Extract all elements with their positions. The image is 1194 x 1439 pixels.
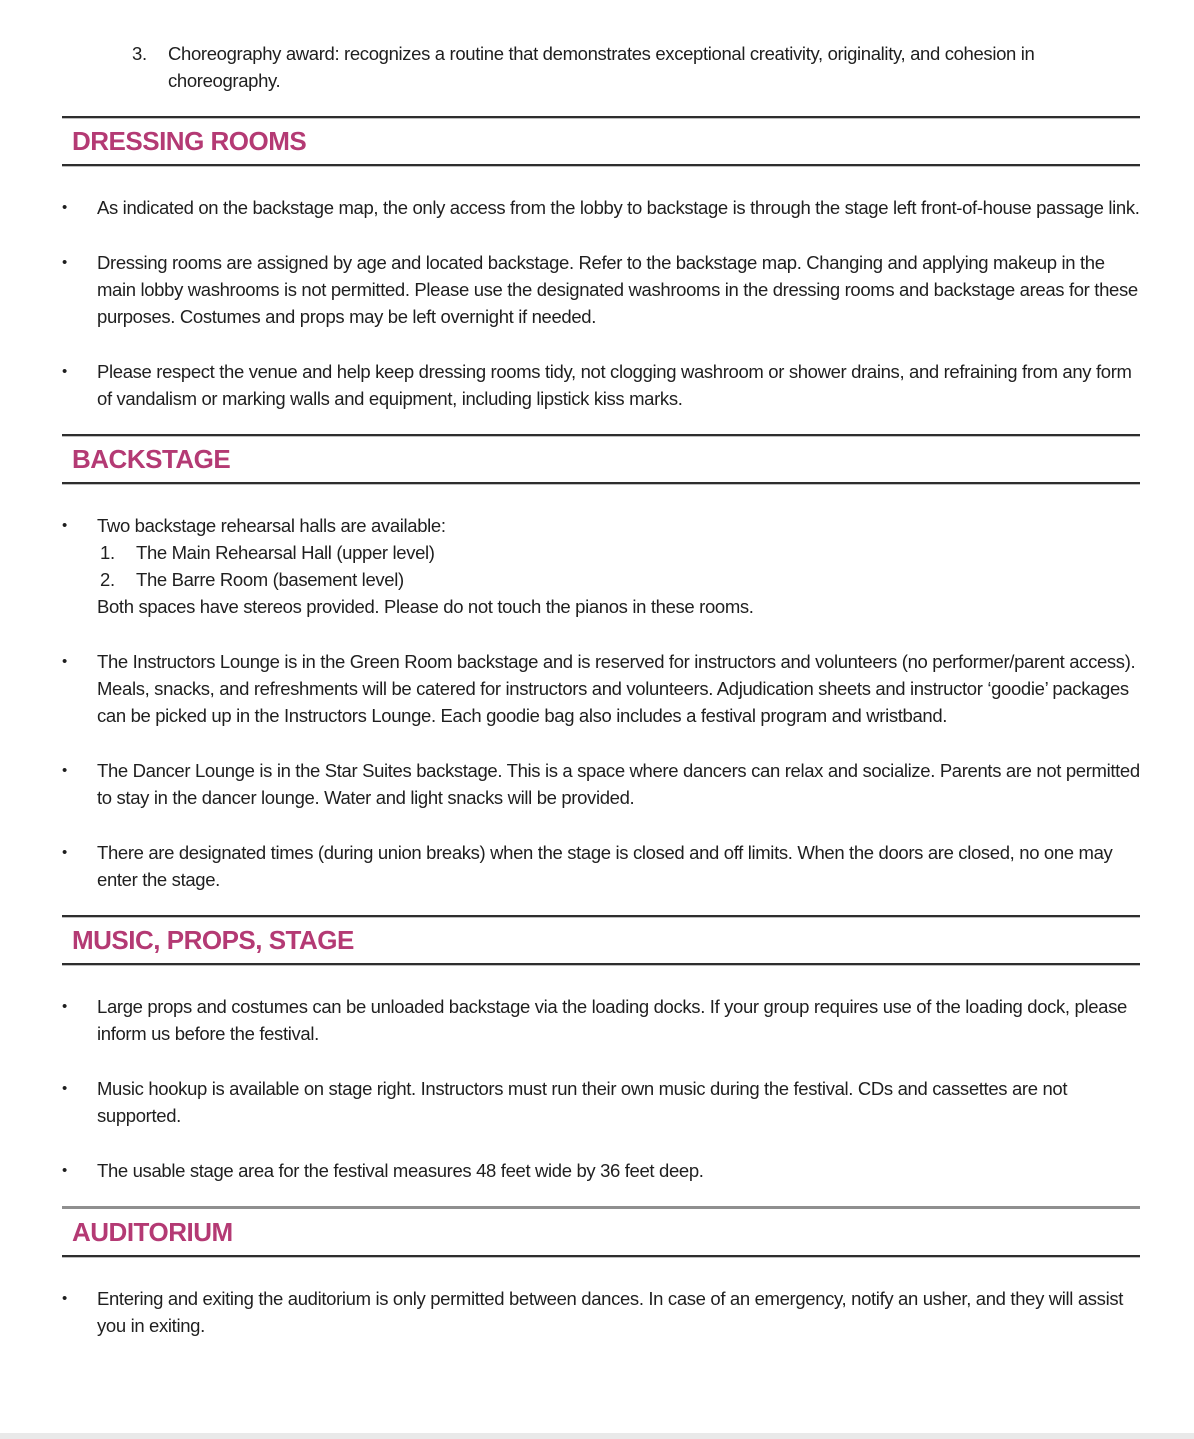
numbered-item-number: 1. <box>100 542 115 563</box>
numbered-item <box>100 539 1140 566</box>
section-header-dressing-rooms <box>62 116 1140 166</box>
section-divider <box>62 482 1140 484</box>
section-header-auditorium <box>62 1206 1140 1257</box>
section-body-backstage <box>62 512 1140 893</box>
numbered-item-text: The Barre Room (basement level) <box>136 569 404 590</box>
bullet-item <box>62 1157 1140 1184</box>
bullet-icon: • <box>62 254 67 271</box>
numbered-item-text: The Main Rehearsal Hall (upper level) <box>136 542 435 563</box>
bullet-text: The Instructors Lounge is in the Green Room backstage and is reserved for instructors and volunteers (no performer/parent access). Meals, snacks, and refreshments will be catered for instructors and volunteers. Adjudication sheets and instructor ‘goodie’ packages can be picked up in the Instructors Lounge. Each goodie bag also includes a festival program and wristband. <box>97 651 1136 726</box>
section-body-dressing-rooms <box>62 194 1140 412</box>
bullet-item <box>62 358 1140 412</box>
bullet-item <box>62 1075 1140 1129</box>
bullet-icon: • <box>62 844 67 861</box>
bullet-text: Dressing rooms are assigned by age and located backstage. Refer to the backstage map. Changing and applying makeup in the main lobby washrooms is not permitted. Please use the designated washrooms in the dressing rooms and backstage areas for these purposes. Costumes and props may be left overnight if needed. <box>97 252 1138 327</box>
bullet-item <box>62 839 1140 893</box>
bullet-text: Two backstage rehearsal halls are available: <box>97 515 446 536</box>
bullet-icon: • <box>62 199 67 216</box>
section-divider <box>62 434 1140 436</box>
section-header-music-props-stage <box>62 915 1140 965</box>
bullet-text: Please respect the venue and help keep dressing rooms tidy, not clogging washroom or shower drains, and refraining from any form of vandalism or marking walls and equipment, including lipstick kiss marks. <box>97 361 1132 409</box>
bullet-item <box>62 993 1140 1047</box>
bullet-text: Music hookup is available on stage right. Instructors must run their own music during the festival. CDs and cassettes are not supported. <box>97 1078 1068 1126</box>
page-bottom-divider <box>0 1433 1194 1439</box>
section-title: MUSIC, PROPS, STAGE <box>72 925 354 955</box>
section-title: AUDITORIUM <box>72 1217 233 1247</box>
list-item-number: 3. <box>132 43 147 64</box>
bullet-text: The usable stage area for the festival measures 48 feet wide by 36 feet deep. <box>97 1160 704 1181</box>
bullet-text: There are designated times (during union breaks) when the stage is closed and off limits. When the doors are closed, no one may enter the stage. <box>97 842 1113 890</box>
bullet-icon: • <box>62 1080 67 1097</box>
list-item-continued <box>132 40 1140 94</box>
bullet-text: The Dancer Lounge is in the Star Suites backstage. This is a space where dancers can relax and socialize. Parents are not permitted to stay in the dancer lounge. Water and light snacks will be provided. <box>97 760 1140 808</box>
numbered-item <box>100 566 1140 593</box>
section-divider <box>62 164 1140 166</box>
bullet-item-with-sublist <box>62 512 1140 620</box>
bullet-icon: • <box>62 517 67 534</box>
bullet-icon: • <box>62 1162 67 1179</box>
bullet-text: Entering and exiting the auditorium is only permitted between dances. In case of an emergency, notify an usher, and they will assist you in exiting. <box>97 1288 1124 1336</box>
section-title: DRESSING ROOMS <box>72 126 307 156</box>
bullet-icon: • <box>62 998 67 1015</box>
section-divider <box>62 915 1140 917</box>
section-divider <box>62 116 1140 118</box>
bullet-item <box>62 1285 1140 1339</box>
bullet-item <box>62 757 1140 811</box>
bullet-icon: • <box>62 653 67 670</box>
list-continuation-text: Both spaces have stereos provided. Please do not touch the pianos in these rooms. <box>97 596 754 617</box>
numbered-item-number: 2. <box>100 569 115 590</box>
section-divider <box>62 1255 1140 1257</box>
section-header-backstage <box>62 434 1140 484</box>
section-body-auditorium <box>62 1285 1140 1339</box>
list-item-text: Choreography award: recognizes a routine that demonstrates exceptional creativity, originality, and cohesion in choreography. <box>168 43 1035 91</box>
bullet-item <box>62 512 1140 539</box>
bullet-text: Large props and costumes can be unloaded backstage via the loading docks. If your group requires use of the loading dock, please inform us before the festival. <box>97 996 1127 1044</box>
bullet-icon: • <box>62 363 67 380</box>
bullet-icon: • <box>62 1290 67 1307</box>
bullet-item <box>62 648 1140 729</box>
section-divider-gray <box>62 1206 1140 1209</box>
bullet-icon: • <box>62 762 67 779</box>
section-body-music-props-stage <box>62 993 1140 1184</box>
numbered-sublist <box>62 539 1140 593</box>
section-divider <box>62 963 1140 965</box>
bullet-item <box>62 249 1140 330</box>
section-title: BACKSTAGE <box>72 444 231 474</box>
bullet-text: As indicated on the backstage map, the only access from the lobby to backstage is through the stage left front-of-house passage link. <box>97 197 1140 218</box>
bullet-item <box>62 194 1140 221</box>
